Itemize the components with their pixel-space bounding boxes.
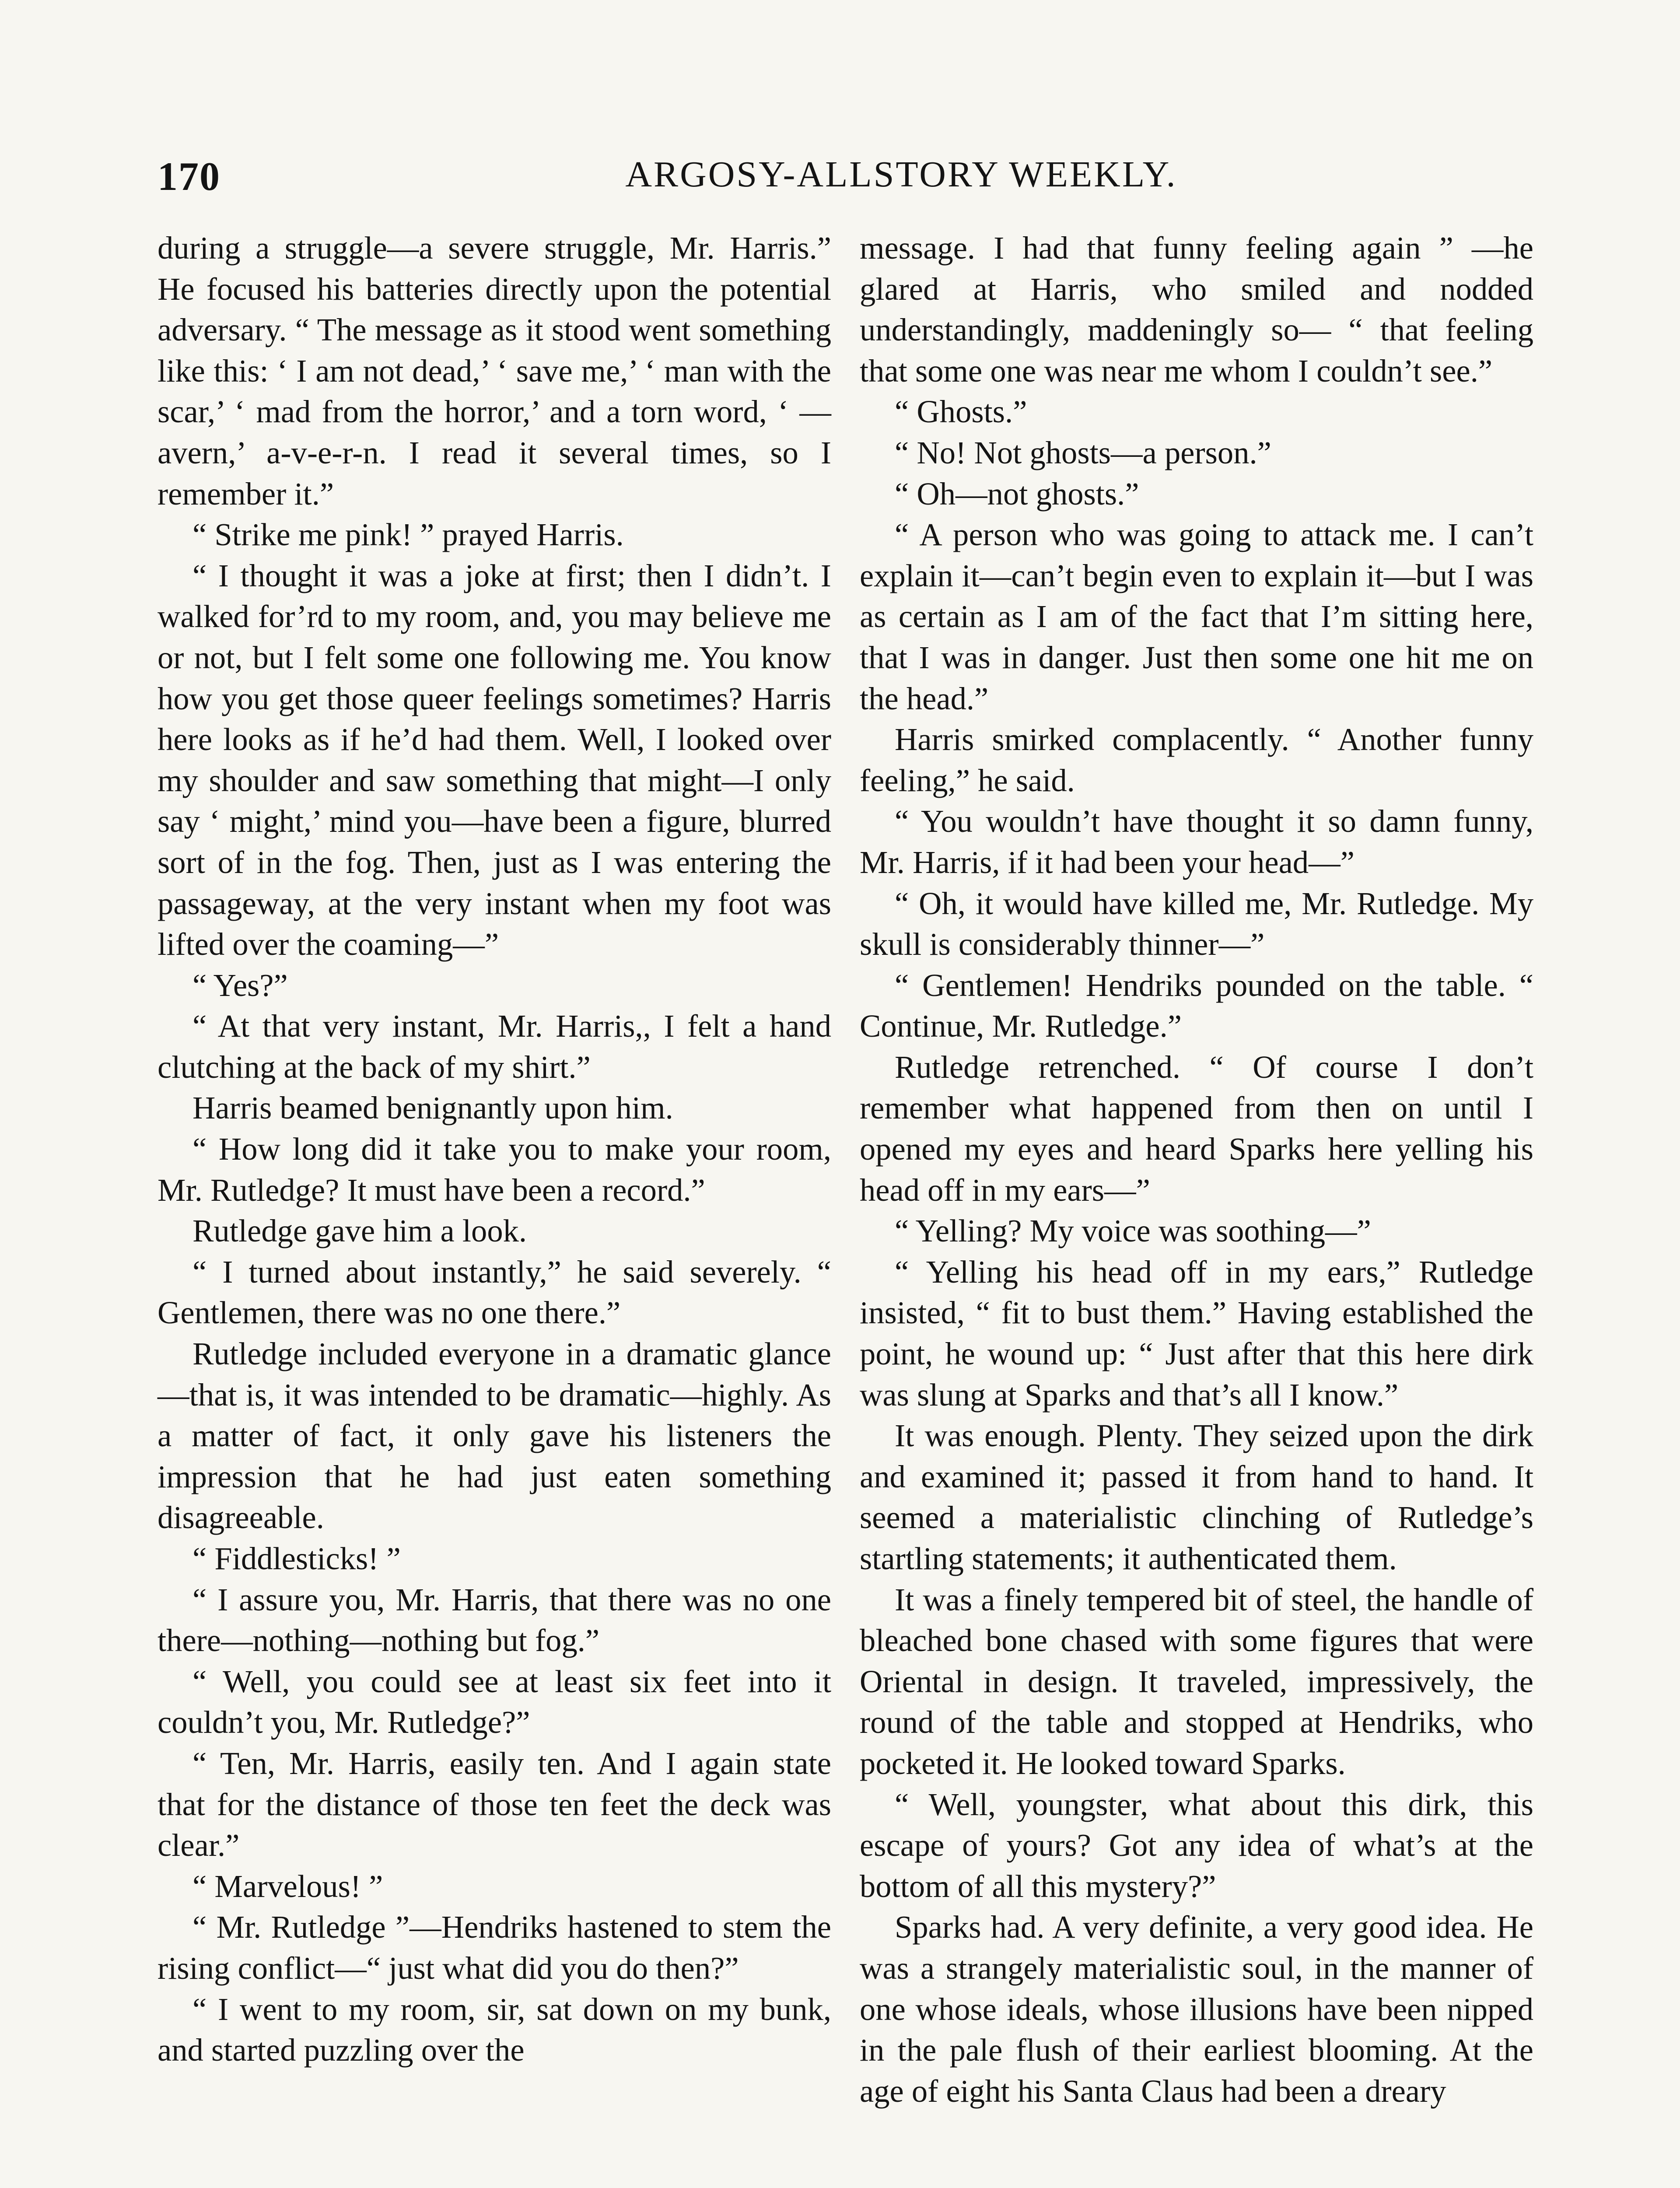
running-head: ARGOSY-ALLSTORY WEEKLY. xyxy=(625,154,1177,195)
paragraph: “ Well, youngster, what about this dirk, this escape of yours? Got any idea of what’s at the bottom of all this mystery?” xyxy=(860,1786,1533,1904)
paragraph: “ Oh—not ghosts.” xyxy=(895,476,1139,512)
paragraph: Rutledge gave him a look. xyxy=(192,1213,527,1249)
paragraph: “ No! Not ghosts—a person.” xyxy=(895,435,1271,470)
left-column xyxy=(158,228,831,2071)
right-column xyxy=(860,228,1533,2111)
paragraph: “ Fiddlesticks! ” xyxy=(192,1541,401,1576)
paragraph: It was enough. Plenty. They seized upon the dirk and examined it; passed it from hand to hand. It seemed a materialistic clinching of Rutledge’s startling statements; it authenticated them. xyxy=(860,1418,1533,1576)
paragraph: “ At that very instant, Mr. Harris,, I felt a hand clutching at the back of my shirt.” xyxy=(158,1008,831,1085)
paragraph: “ Yelling his head off in my ears,” Rutledge insisted, “ fit to bust them.” Having established the point, he wound up: “ Just after that this here dirk was slung at Sparks and that’s all I know.” xyxy=(860,1254,1533,1413)
page-header xyxy=(158,153,1536,206)
paragraph: Harris beamed benignantly upon him. xyxy=(192,1090,673,1126)
paragraph: Harris smirked complacently. “ Another funny feeling,” he said. xyxy=(860,722,1533,798)
paragraph: “ Yelling? My voice was soothing—” xyxy=(895,1213,1371,1249)
paragraph: “ Ghosts.” xyxy=(895,394,1027,430)
paragraph: “ Yes?” xyxy=(192,967,288,1003)
paragraph: “ Marvelous! ” xyxy=(192,1868,383,1904)
paragraph: “ Mr. Rutledge ”—Hendriks hastened to stem the rising conflict—“ just what did you do then?” xyxy=(158,1909,831,1986)
paragraph: “ I thought it was a joke at first; then I didn’t. I walked for’rd to my room, and, you may believe me or not, but I felt some one following me. You know how you get those queer feelings sometimes? Harris here looks as if he’d had them. Well, I looked over my shoulder and saw something that might—I only say ‘ might,’ mind you—have been a figure, blurred sort of in the fog. Then, just as I was entering the passageway, at the very instant when my foot was lifted over the coaming—” xyxy=(158,558,831,962)
paragraph: “ Strike me pink! ” prayed Harris. xyxy=(192,517,624,553)
paragraph: “ I assure you, Mr. Harris, that there was no one there—nothing—nothing but fog.” xyxy=(158,1581,831,1659)
paragraph: “ How long did it take you to make your room, Mr. Rutledge? It must have been a record.” xyxy=(158,1131,831,1208)
page-number: 170 xyxy=(158,154,220,199)
paragraph: “ I went to my room, sir, sat down on my bunk, and started puzzling over the xyxy=(158,1991,831,2068)
paragraph: message. I had that funny feeling again ” —he glared at Harris, who smiled and nodded understandingly, maddeningly so— “ that feeling that some one was near me whom I couldn’t see.” xyxy=(860,230,1533,389)
paragraph: “ Gentlemen! Hendriks pounded on the table. “ Continue, Mr. Rutledge.” xyxy=(860,967,1533,1044)
paragraph: “ A person who was going to attack me. I can’t explain it—can’t begin even to explain it—but I was as certain as I am of the fact that I’m sitting here, that I was in danger. Just then some one hit me on the head.” xyxy=(860,517,1533,716)
paragraph: It was a finely tempered bit of steel, the handle of bleached bone chased with some figures that were Oriental in design. It traveled, impressively, the round of the table and stopped at Hendriks, who pocketed it. He looked toward Sparks. xyxy=(860,1581,1533,1781)
paragraph: Rutledge included everyone in a dramatic glance—that is, it was intended to be dramatic—highly. As a matter of fact, it only gave his listeners the impression that he had just eaten something disagreeable. xyxy=(158,1336,831,1536)
paragraph: Rutledge retrenched. “ Of course I don’t remember what happened from then on until I opened my eyes and heard Sparks here yelling his head off in my ears—” xyxy=(860,1049,1533,1208)
paragraph: “ I turned about instantly,” he said severely. “ Gentlemen, there was no one there.” xyxy=(158,1254,831,1331)
paragraph: “ Oh, it would have killed me, Mr. Rutledge. My skull is considerably thinner—” xyxy=(860,885,1533,962)
paragraph: during a struggle—a severe struggle, Mr. Harris.” He focused his batteries directly upon the potential adversary. “ The message as it stood went something like this: ‘ I am not dead,’ ‘ save me,’ ‘ man with the scar,’ ‘ mad from the horror,’ and a torn word, ‘ —avern,’ a-v-e-r-n. I read it several times, so I remember it.” xyxy=(158,230,831,512)
paragraph: “ Well, you could see at least six feet into it couldn’t you, Mr. Rutledge?” xyxy=(158,1663,831,1740)
paragraph: “ Ten, Mr. Harris, easily ten. And I again state that for the distance of those ten feet the deck was clear.” xyxy=(158,1745,831,1863)
paragraph: Sparks had. A very definite, a very good idea. He was a strangely materialistic soul, in the manner of one whose ideals, whose illusions have been nipped in the pale flush of their earliest blooming. At the age of eight his Santa Claus had been a dreary xyxy=(860,1909,1533,2109)
paragraph: “ You wouldn’t have thought it so damn funny, Mr. Harris, if it had been your head—” xyxy=(860,803,1533,880)
